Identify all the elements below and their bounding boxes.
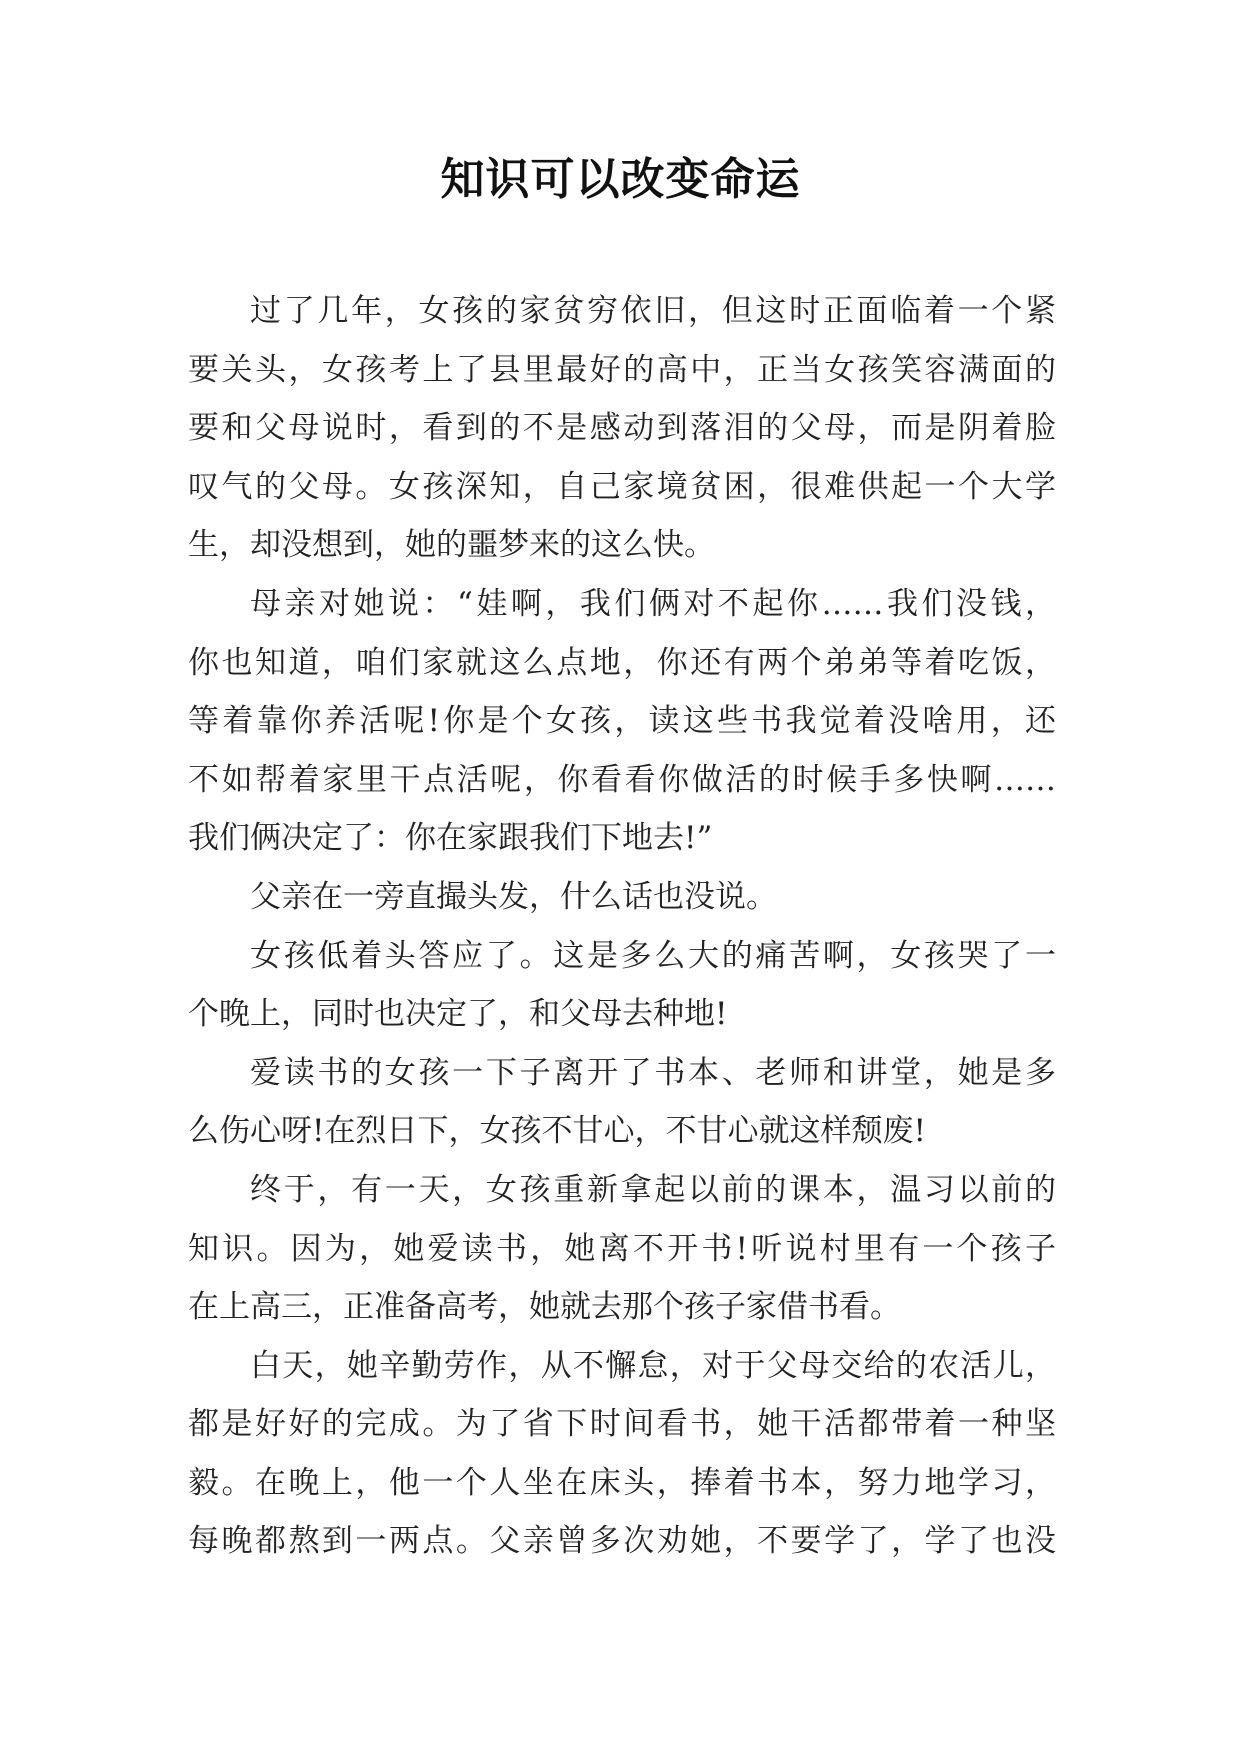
paragraph [188, 282, 1056, 575]
text-line: 都是好好的完成。为了省下时间看书，她干活都带着一种坚 [188, 1406, 1056, 1443]
text-line: 爱读书的女孩一下子离开了书本、老师和讲堂，她是多 [250, 1054, 1056, 1091]
text-line: 生，却没想到，她的噩梦来的这么快。 [188, 527, 715, 564]
text-line: 个晚上，同时也决定了，和父母去种地! [188, 996, 728, 1033]
paragraph [188, 1161, 1056, 1337]
text-line: 叹气的父母。女孩深知，自己家境贫困，很难供起一个大学 [188, 468, 1056, 505]
paragraph [188, 927, 1056, 1044]
text-line: 女孩低着头答应了。这是多么大的痛苦啊，女孩哭了一 [250, 937, 1056, 974]
text-line: 毅。在晚上，他一个人坐在床头，捧着书本，努力地学习， [188, 1464, 1056, 1501]
text-line: 我们俩决定了：你在家跟我们下地去!” [188, 820, 713, 857]
text-line: 要关头，女孩考上了县里最好的高中，正当女孩笑容满面的 [188, 351, 1056, 388]
text-line: 要和父母说时，看到的不是感动到落泪的父母，而是阴着脸 [188, 410, 1056, 447]
text-line: 不如帮着家里干点活呢，你看看你做活的时候手多快啊…… [188, 761, 1056, 798]
text-line: 等着靠你养活呢!你是个女孩，读这些书我觉着没啥用，还 [188, 703, 1056, 740]
text-line: 你也知道，咱们家就这么点地，你还有两个弟弟等着吃饭， [188, 644, 1056, 681]
paragraph [188, 868, 1056, 927]
text-line: 母亲对她说：“娃啊，我们俩对不起你……我们没钱， [250, 585, 1056, 622]
text-line: 过了几年，女孩的家贫穷依旧，但这时正面临着一个紧 [250, 293, 1056, 329]
paragraph [188, 575, 1056, 868]
text-line: 白天，她辛勤劳作，从不懈怠，对于父母交给的农活儿， [250, 1347, 1056, 1384]
text-line: 父亲在一旁直撮头发，什么话也没说。 [250, 878, 777, 915]
document-body [188, 282, 1056, 1571]
paragraph [188, 1044, 1056, 1161]
text-line: 终于，有一天，女孩重新拿起以前的课本，温习以前的 [250, 1171, 1056, 1208]
text-line: 每晚都熬到一两点。父亲曾多次劝她，不要学了，学了也没 [188, 1523, 1056, 1560]
text-line: 么伤心呀!在烈日下，女孩不甘心，不甘心就这样颓废! [188, 1113, 926, 1150]
text-line: 在上高三，正准备高考，她就去那个孩子家借书看。 [188, 1289, 901, 1326]
paragraph [188, 1337, 1056, 1571]
document-title: 知识可以改变命运 [440, 154, 801, 205]
text-line: 知识。因为，她爱读书，她离不开书!听说村里有一个孩子 [188, 1230, 1056, 1267]
